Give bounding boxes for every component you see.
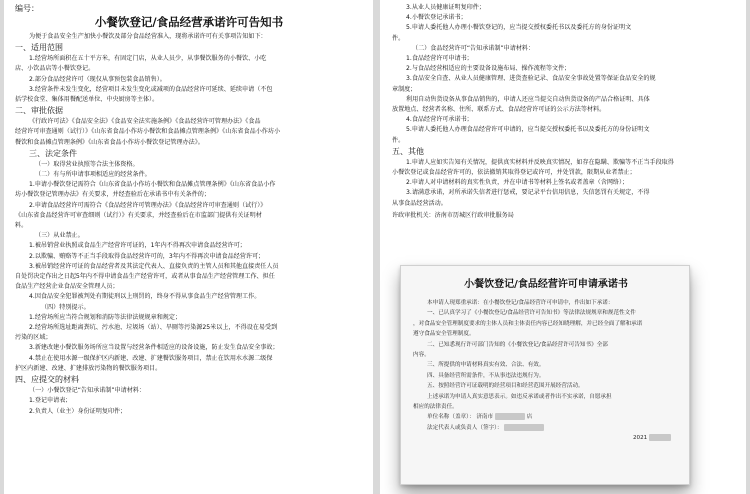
text-line: （一）小餐饮登记“告知承诺制”申请材料： xyxy=(29,387,146,395)
letter-line: 一、已认真学习了《小餐饮登记/食品经营许可告知书》等法律法规规章和规范性文件 xyxy=(427,310,636,317)
text-line: 小餐饮登记或食品经营许可的，依法撤销其取得登记或许可，并处罚款，限期从业者禁止； xyxy=(392,169,636,177)
page-title: 小餐饮登记/食品经营承诺许可告知书 xyxy=(94,15,284,29)
redacted-date xyxy=(649,434,671,441)
text-line: 2.与食品经营相适应的主要设备设施布局、操作流程等文件； xyxy=(406,65,571,73)
letter-line: 遵守食品安全管理制度。 xyxy=(413,331,475,338)
section-heading: 二、审批依据 xyxy=(15,106,63,116)
text-line: 3.经营条件未发生变化，经营项目未发生变化或减项的食品经营许可延续、延续申请（不包 xyxy=(29,85,273,93)
redacted-signature xyxy=(504,424,544,431)
text-line: 1.登记申请表； xyxy=(29,397,72,405)
text-line: 3.被吊销经营许可证的食品经营者及其法定代表人、直接负责的主管人员和其他直接责任人员 xyxy=(29,262,279,270)
text-line: 括学校食堂、集体用餐配送单位、中央厨房等主体）。 xyxy=(15,96,159,104)
section-scope xyxy=(15,54,363,105)
section-basis xyxy=(15,117,363,148)
text-line: 经营许可审查通则（试行）》《山东省食品小作坊小餐饮和食品摊点管理条例》《山东省食品小作坊小 xyxy=(15,128,281,136)
text-line: 从事食品经营活动。 xyxy=(392,199,447,207)
text-line: 1.申请人应如实告知有关情况，提供真实材料并反映真实情况，如存在隐瞒、欺骗等不正当手段取得 xyxy=(406,158,674,166)
text-line: 利用自动售货设备从事食品销售的，申请人还应当提交自动售货设备的产品合格证明、具体 xyxy=(406,95,650,103)
text-line: 《山东省食品经营许可审查细则（试行）》有关要求，并经查验后在市监部门提供有关证明材 xyxy=(15,211,262,219)
redacted-block xyxy=(495,413,525,420)
section-heading: 三、法定条件 xyxy=(29,148,77,158)
text-line: 4.食品经营许可承诺书； xyxy=(406,116,473,124)
date-prefix: 2021 xyxy=(632,435,648,442)
text-line: 1.食品经营许可申请书； xyxy=(406,55,473,63)
notice-page xyxy=(4,0,373,494)
section-materials xyxy=(15,386,363,417)
text-line: （二）有与所申请事项相适应的经营条件。 xyxy=(35,171,151,179)
unit-name-label: 单位名称（盖章）： xyxy=(427,414,475,421)
letter-line: 内容。 xyxy=(413,352,430,359)
letter-line: 上述承诺为申请人真实意思表示。如违反承诺或者作出不实承诺，自愿承担 xyxy=(427,393,612,400)
signature-unit-row xyxy=(413,412,679,422)
materials-continued xyxy=(392,3,738,146)
document-number-label: 编号： xyxy=(15,4,39,13)
notice-page-continued xyxy=(380,0,746,494)
unit-name-value: 济南市 xyxy=(476,414,494,421)
text-line: 1.申请小餐饮登记需符合《山东省食品小作坊小餐饮和食品摊点管理条例》《山东省食品小作 xyxy=(29,181,276,189)
text-line: 食品生产经营企业食品安全管理人员； xyxy=(15,283,119,291)
text-line: 放置地点、经营者名称、住所、联系方式、食品经营许可证的公示方法等材料。 xyxy=(392,106,606,114)
text-line: 1.经营场所面积在五十平方米，有固定门店，从业人员少，从事餐饮服务的小餐饮、小吃 xyxy=(29,55,267,63)
text-line: 料。 xyxy=(15,222,28,230)
text-line: 污染的区域； xyxy=(15,334,52,342)
text-line: 4.因食品安全犯罪被判处有期徒刑以上刑罚的，终身不得从事食品生产经营管理工作。 xyxy=(29,293,261,301)
text-line: （三）从业禁止。 xyxy=(35,232,84,240)
text-line: 坊小餐饮登记管理办法》有关要求，并经查验后在承诺书中有关条件的； xyxy=(15,191,210,199)
text-line: 2.负责人（业主）身份证明复印件； xyxy=(29,407,127,415)
section-conditions xyxy=(15,160,363,374)
commitment-letter xyxy=(400,265,690,485)
text-line: 《行政许可法》《食品安全法》《食品安全法实施条例》《食品经营许可管理办法》《食品 xyxy=(29,118,261,126)
letter-line: 四、具备经营所需条件，不从事违法违规行为。 xyxy=(427,372,545,379)
text-line: 3.从业人员健康证明复印件； xyxy=(406,4,485,11)
section-heading: 一、适用范围 xyxy=(15,43,63,53)
text-line: 4.小餐饮登记承诺书； xyxy=(406,14,467,22)
text-line: 5.申请人委托他人办理食品经营许可申请的，应当提交授权委托书以及委托方的身份证明文 xyxy=(406,126,650,134)
text-line: 2.申请食品经营许可需符合《食品经营许可管理办法》《食品经营许可审查通则（试行）》 xyxy=(29,201,267,209)
text-line: 1.经营场所应当符合规划和消防等法律法规规章和规定； xyxy=(29,313,182,321)
legal-rep-label: 法定代表人或负责人（签字）： xyxy=(427,424,503,431)
text-line: 2.经营场所选址距离粪坑、污水池、垃圾场（站）、旱厕等污染源25米以上，不得设在易受到 xyxy=(29,324,278,332)
letter-line: 五、按照经营许可证载明的经营项目和经营范围开展经营活动。 xyxy=(427,383,584,390)
intro-text: 为便于食品安全生产加快小餐饮及部分食品经营准入，现将承诺许可有关事项告知如下： xyxy=(29,33,267,40)
letter-line: 本申请人现郑重承诺：在小餐饮登记/食品经营许可申请中，作出如下承诺： xyxy=(427,300,614,306)
section-other xyxy=(392,158,738,209)
text-line: （四）特别提示。 xyxy=(41,303,90,311)
text-line: 章制度； xyxy=(392,85,417,93)
text-line: 店、小饮品店等小餐饮登记。 xyxy=(15,65,95,73)
issuing-authority: 许政审批机关：济南市历城区行政审批服务局 xyxy=(392,211,514,219)
letter-line: ，对食品安全管理制度要求的主体人员和主体责任内容已经知晓理解，并已经全面了解和承诺 xyxy=(413,320,643,327)
letter-line: 相应的法律责任。 xyxy=(413,404,458,411)
letter-title: 小餐饮登记/食品经营许可申请承诺书 xyxy=(464,279,628,290)
text-line: 2.部分食品经营许可（现仅从事预包装食品销售）。 xyxy=(29,75,166,83)
text-line: （二）食品经营许可“告知承诺制”申请材料： xyxy=(412,44,535,52)
text-line: 护区内新建、改建、扩建排放污染物的餐饮服务项目。 xyxy=(15,364,162,372)
text-line: 自处罚决定作出之日起5年内不得申请食品生产经营许可，或者从事食品生产经营管理工作、担任 xyxy=(15,273,275,281)
text-line: 1.被吊销营业执照或食品生产经营许可证的，1年内不得再次申请食品经营许可； xyxy=(29,242,246,250)
text-line: 2.申请人对申请材料的真实性负责，并在申请书等材料上签名或者盖章（含网络）； xyxy=(406,179,629,187)
text-line: 3.新建改建小餐饮服务场所应当设置与经营条件相适应的设备设施，防止发生食品安全事故； xyxy=(29,344,279,352)
section-heading: 五、其他 xyxy=(392,146,424,156)
signature-person-row xyxy=(413,423,679,433)
text-line: 5.申请人委托他人办理小餐饮登记的，应当提交授权委托书以及委托方的身份证明文 xyxy=(406,24,632,32)
text-line: （一）取得营业执照等合法主体资格。 xyxy=(35,160,139,168)
text-line: 件。 xyxy=(392,34,405,42)
section-heading: 四、应提交的材料 xyxy=(15,375,79,385)
text-line: 3.食品安全自查、从业人员健康管理、进货查验记录、食品安全事故处置等保证食品安全的规 xyxy=(406,75,656,83)
letter-line: 二、已知悉现行许可部门告知的《小餐饮登记/食品经营许可告知书》全部 xyxy=(427,341,608,348)
text-line: 4.禁止在使用水源一级保护区内新建、改建、扩建餐饮服务项目，禁止在饮用水水源二级保 xyxy=(29,354,273,362)
text-line: 2.以欺骗、贿赂等不正当手段取得食品经营许可的，3年内不得再次申请食品经营许可； xyxy=(29,252,265,260)
letter-date xyxy=(413,433,679,443)
letter-line: 三、所提供的申请材料真实有效、合法、有效。 xyxy=(427,362,545,369)
unit-name-suffix: 店 xyxy=(526,414,533,421)
text-line: 件。 xyxy=(392,136,405,144)
text-line: 餐饮和食品摊点管理条例》《山东省食品小作坊小餐饮登记管理办法》。 xyxy=(15,138,204,146)
text-line: 3.请满意承诺，对所承诺失信者进行惩戒，要记录平台信用信息，失信惩罚有关规定，不得 xyxy=(406,189,650,197)
